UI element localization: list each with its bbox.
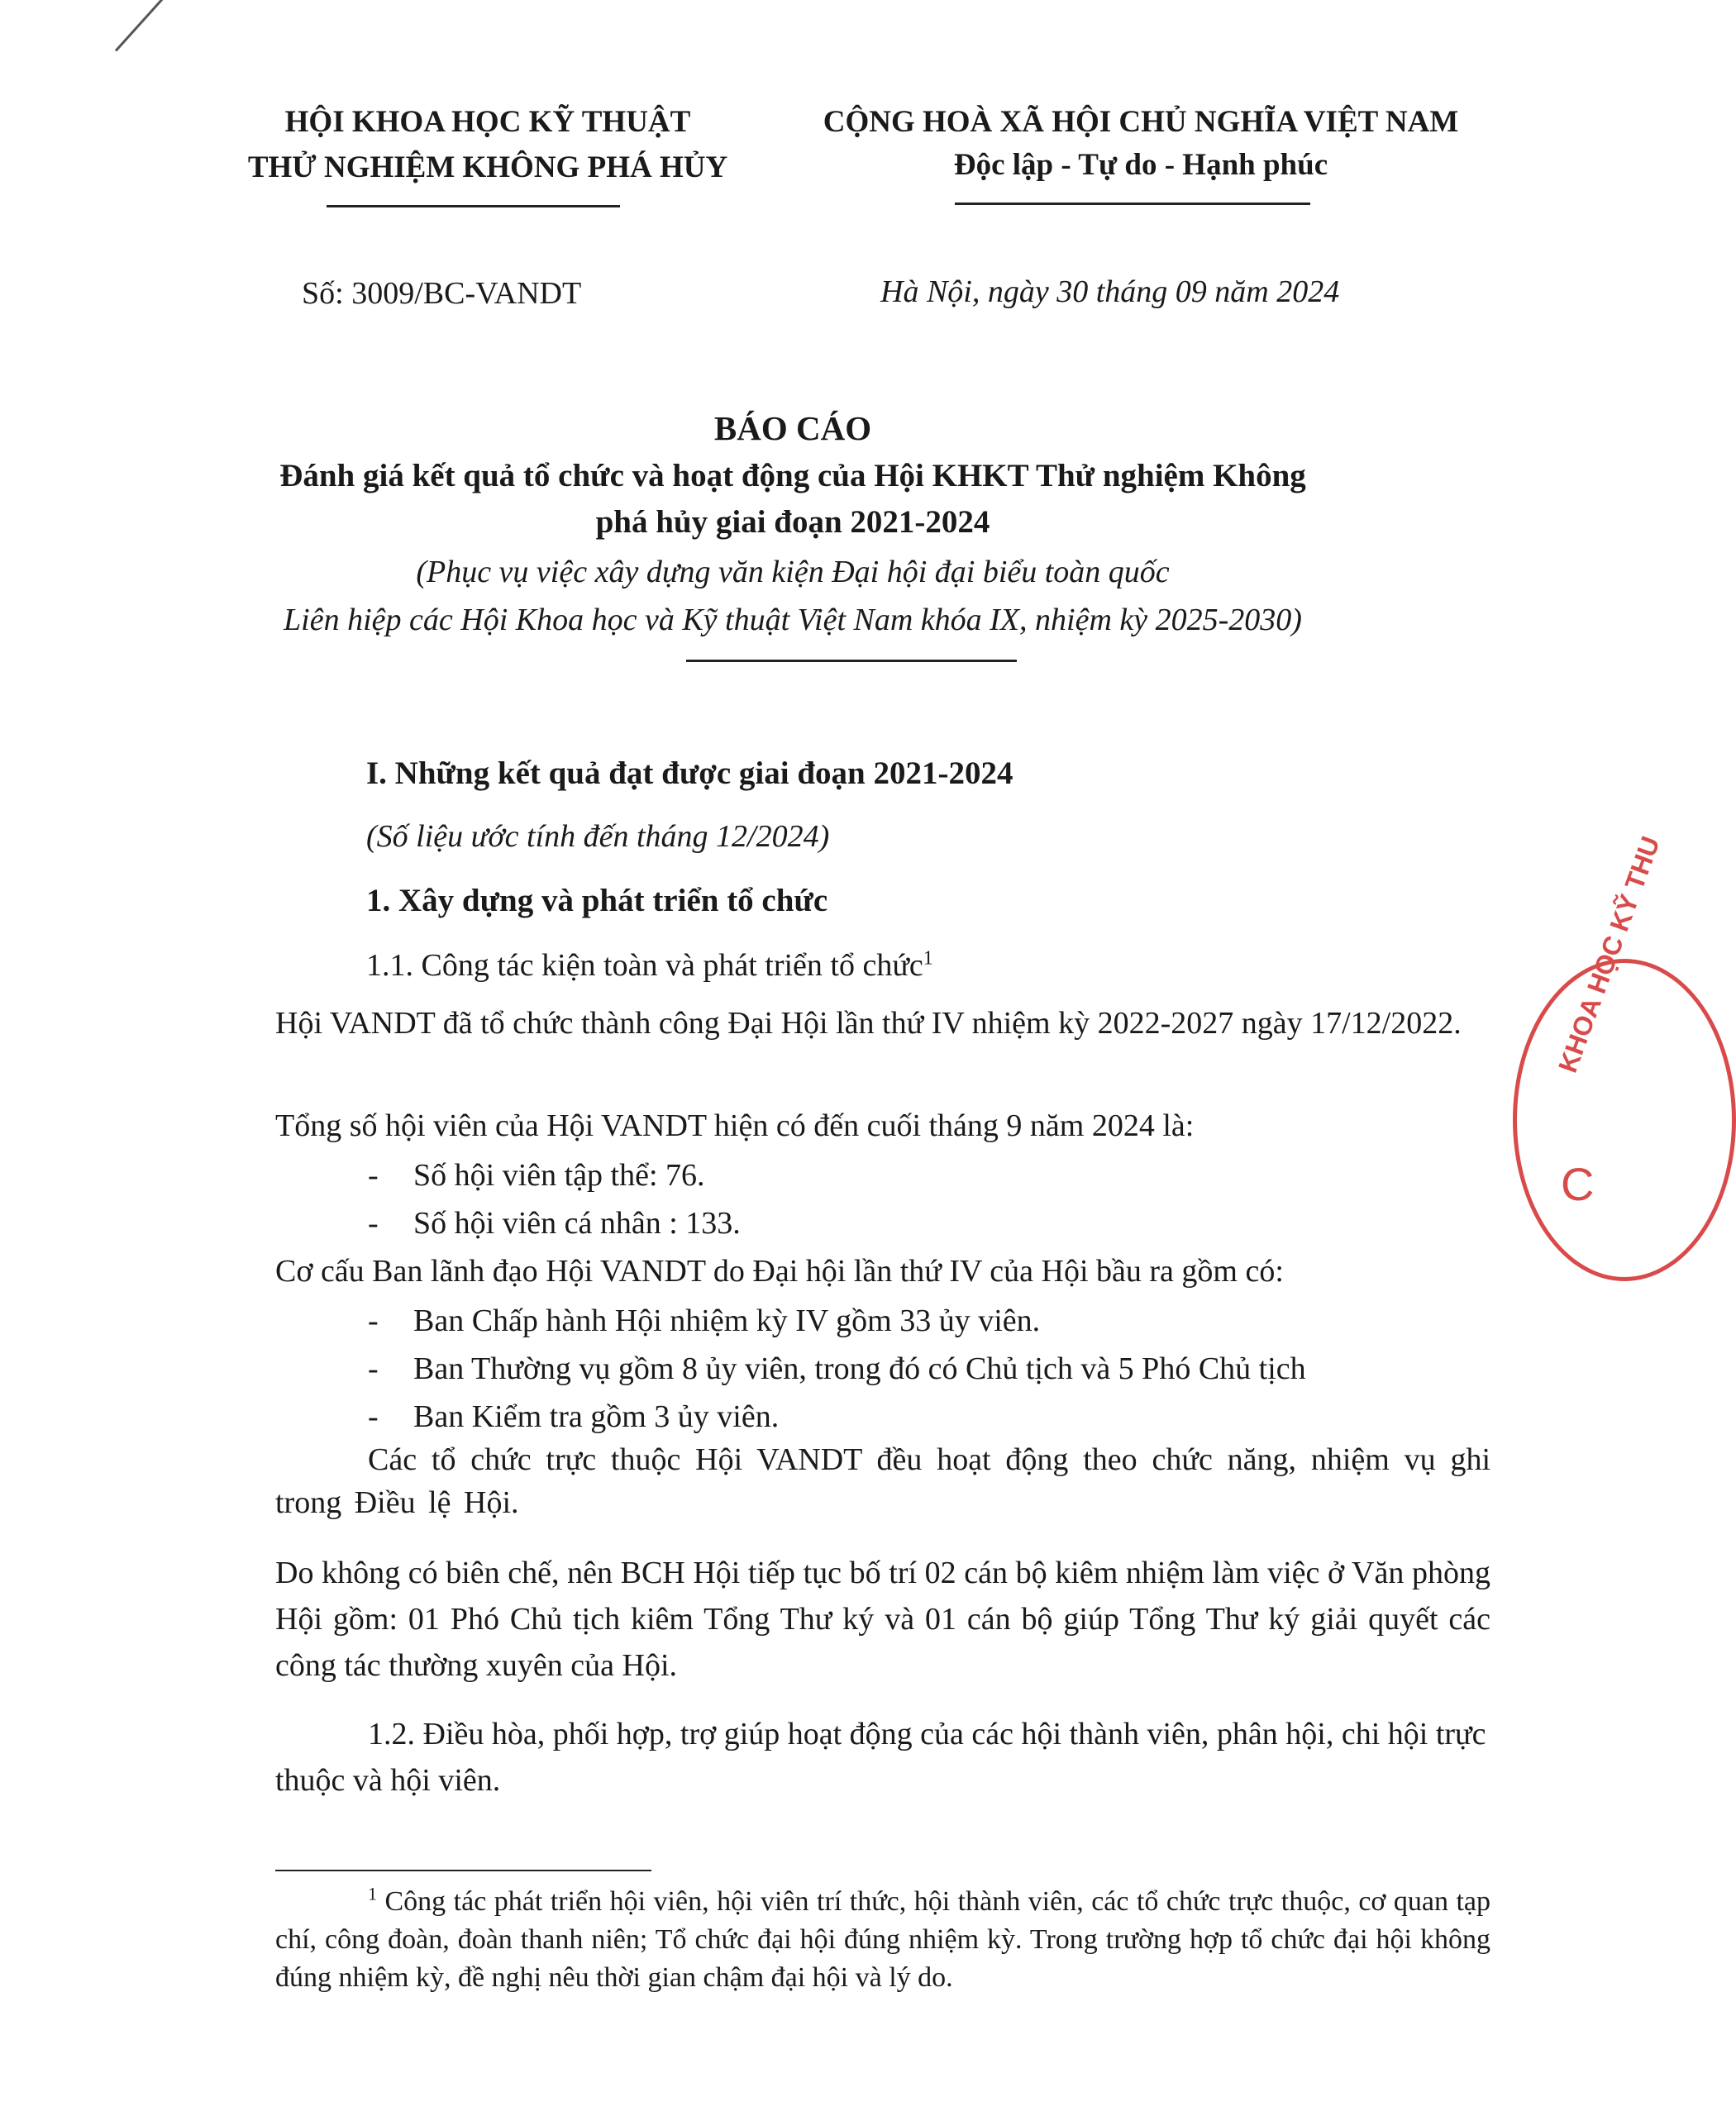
org-name-line1: HỘI KHOA HỌC KỸ THUẬT — [284, 105, 691, 139]
list-dash: - — [368, 1303, 379, 1338]
paragraph-office-staff: Do không có biên chế, nên BCH Hội tiếp tục bố trí 02 cán bộ kiêm nhiệm làm việc ở Văn phòng Hội gồm: 01 Phó Chủ tịch kiêm Tổng Thư ký và 01 cán bộ giúp Tổng Thư ký giải quyết các công tác thường xuyên của Hội. — [275, 1556, 1490, 1683]
report-title: BÁO CÁO — [713, 409, 872, 447]
footnote — [275, 1883, 1490, 1997]
report-subtitle-line1: Đánh giá kết quả tổ chức và hoạt động của Hội KHKT Thử nghiệm Không — [279, 458, 1306, 493]
leadership-affiliates-note: Các tổ chức trực thuộc Hội VANDT đều hoạt động theo chức năng, nhiệm vụ ghi trong Điều lệ Hội. — [275, 1442, 1490, 1520]
report-purpose-line2: Liên hiệp các Hội Khoa học và Kỹ thuật Việt Nam khóa IX, nhiệm kỳ 2025-2030) — [284, 603, 1302, 637]
title-underline — [686, 660, 1017, 662]
scan-pen-mark — [115, 0, 178, 52]
list-dash: - — [368, 1158, 379, 1193]
list-dash: - — [368, 1399, 379, 1434]
national-motto: Độc lập - Tự do - Hạnh phúc — [953, 148, 1328, 182]
leadership-executive-committee: Ban Chấp hành Hội nhiệm kỳ IV gồm 33 ủy viên. — [413, 1303, 1041, 1338]
footnote-separator — [275, 1870, 651, 1871]
paragraph-leadership-intro: Cơ cấu Ban lãnh đạo Hội VANDT do Đại hội lần thứ IV của Hội bầu ra gồm có: — [275, 1254, 1284, 1289]
footnote-marker: 1 — [368, 1883, 377, 1904]
seal-center-letter: C — [1561, 1158, 1595, 1210]
leadership-inspection-committee: Ban Kiểm tra gồm 3 ủy viên. — [413, 1399, 780, 1434]
subsection-1-1-text: 1.1. Công tác kiện toàn và phát triển tổ chức — [366, 948, 923, 983]
list-dash: - — [368, 1351, 379, 1386]
report-subtitle-line2: phá hủy giai đoạn 2021-2024 — [595, 504, 990, 540]
list-dash: - — [368, 1206, 379, 1241]
report-purpose-line1: (Phục vụ việc xây dựng văn kiện Đại hội đại biểu toàn quốc — [416, 555, 1170, 589]
org-name-line2: THỬ NGHIỆM KHÔNG PHÁ HỦY — [247, 150, 728, 184]
org-underline — [327, 205, 620, 207]
footnote-ref: 1 — [923, 947, 933, 970]
member-count-individual: Số hội viên cá nhân : 133. — [413, 1206, 741, 1241]
official-seal-icon — [1513, 959, 1736, 1281]
leadership-standing-committee: Ban Thường vụ gồm 8 ủy viên, trong đó có Chủ tịch và 5 Phó Chủ tịch — [413, 1351, 1306, 1386]
subsection-1-2-heading: 1.2. Điều hòa, phối hợp, trợ giúp hoạt động của các hội thành viên, phân hội, chi hội trực thuộc và hội viên. — [275, 1717, 1486, 1798]
subsection-1-heading: 1. Xây dựng và phát triển tổ chức — [366, 883, 828, 918]
section-note: (Số liệu ước tính đến tháng 12/2024) — [366, 819, 830, 854]
section-heading: I. Những kết quả đạt được giai đoạn 2021-2024 — [366, 755, 1013, 791]
paragraph-congress: Hội VANDT đã tổ chức thành công Đại Hội lần thứ IV nhiệm kỳ 2022-2027 ngày 17/12/2022. — [275, 1006, 1462, 1041]
document-date: Hà Nội, ngày 30 tháng 09 năm 2024 — [880, 274, 1340, 309]
footnote-text: Công tác phát triển hội viên, hội viên trí thức, hội thành viên, các tổ chức trực thuộc, cơ quan tạp chí, công đoàn, đoàn thanh niên; Tổ chức đại hội đúng nhiệm kỳ. Trong trường hợp tổ chức đại hội không đúng nhiệm kỳ, đề nghị nêu thời gian chậm đại hội và lý do. — [275, 1886, 1491, 1993]
country-name: CỘNG HOÀ XÃ HỘI CHỦ NGHĨA VIỆT NAM — [823, 105, 1459, 139]
seal-arc-text: KHOA HỌC KỸ THU — [1552, 832, 1666, 1077]
paragraph-members-intro: Tổng số hội viên của Hội VANDT hiện có đến cuối tháng 9 năm 2024 là: — [275, 1108, 1195, 1143]
motto-underline — [955, 203, 1310, 205]
member-count-collective: Số hội viên tập thể: 76. — [413, 1158, 705, 1193]
document-number: Số: 3009/BC-VANDT — [302, 276, 582, 311]
subsection-1-1-heading — [366, 942, 933, 989]
